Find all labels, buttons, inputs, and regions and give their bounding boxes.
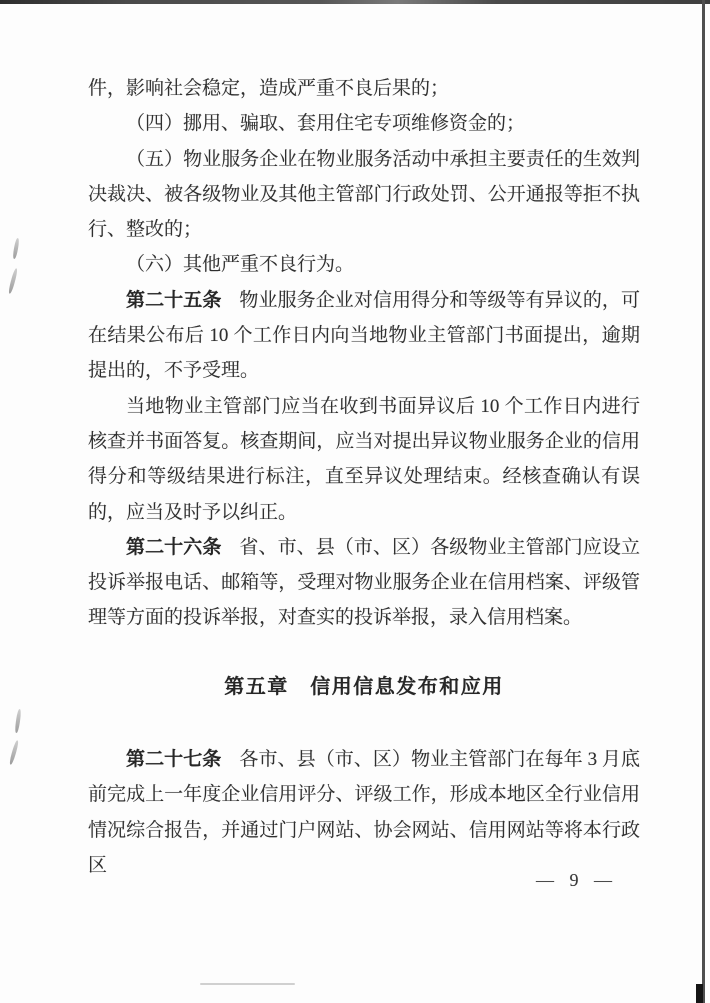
paragraph-text: 当地物业主管部门应当在收到书面异议后 10 个工作日内进行核查并书面答复。核查期间，应当对提出异议物业服务企业的信用得分和等级结果进行标注，直至异议处理结束。经核查确认有误的，应当及时予以纠正。 (88, 395, 640, 523)
paragraph-text: 件，影响社会稳定，造成严重不良后果的； (88, 78, 450, 99)
scan-smudge (200, 983, 295, 985)
binder-mark (14, 709, 21, 733)
binder-mark (9, 740, 20, 765)
document-body (88, 71, 640, 636)
binder-mark (8, 268, 19, 294)
scan-edge-right (702, 0, 705, 1003)
paragraph-text: （四）挪用、骗取、套用住宅专项维修资金的； (126, 113, 526, 135)
paragraph-text: 物业服务企业对信用得分和等级等有异议的，可在结果公布后 10 个工作日内向当地物业主管部门书面提出，逾期提出的，不予受理。 (88, 289, 640, 382)
scan-edge-top (0, 0, 710, 4)
paragraph-text: （五）物业服务企业在物业服务活动中承担主要责任的生效判决裁决、被各级物业及其他主管部门行政处罚、公开通报等拒不执行、整改的； (88, 148, 640, 241)
paragraph-continuation (88, 71, 640, 106)
paragraph-article-26 (88, 530, 640, 636)
paragraph-article-27 (88, 742, 640, 883)
paragraph-local-authority (88, 389, 640, 530)
paragraph-item-6 (88, 247, 640, 282)
binder-mark (12, 238, 20, 259)
article-number-label: 第二十六条 (126, 536, 222, 558)
paragraph-article-25 (88, 283, 640, 389)
paragraph-item-4 (88, 106, 640, 141)
paragraph-text: （六）其他严重不良行为。 (126, 254, 355, 276)
scan-corner-mark (696, 984, 703, 1003)
paragraph-item-5 (88, 142, 640, 248)
paragraph-text: 各市、县（市、区）物业主管部门在每年 3 月底前完成上一年度企业信用评分、评级工作，形成本地区全行业信用情况综合报告，并通过门户网站、协会网站、信用网站等将本行政区 (88, 749, 640, 876)
page-number: — 9 — (536, 870, 614, 890)
article-number-label: 第二十七条 (126, 749, 222, 770)
document-body-continued (88, 742, 640, 883)
article-number-label: 第二十五条 (126, 289, 222, 311)
paragraph-text: 省、市、县（市、区）各级物业主管部门应设立投诉举报电话、邮箱等，受理对物业服务企业在信用档案、评级管理等方面的投诉举报，对查实的投诉举报，录入信用档案。 (88, 536, 640, 629)
chapter-heading: 第五章 信用信息发布和应用 (224, 676, 504, 698)
